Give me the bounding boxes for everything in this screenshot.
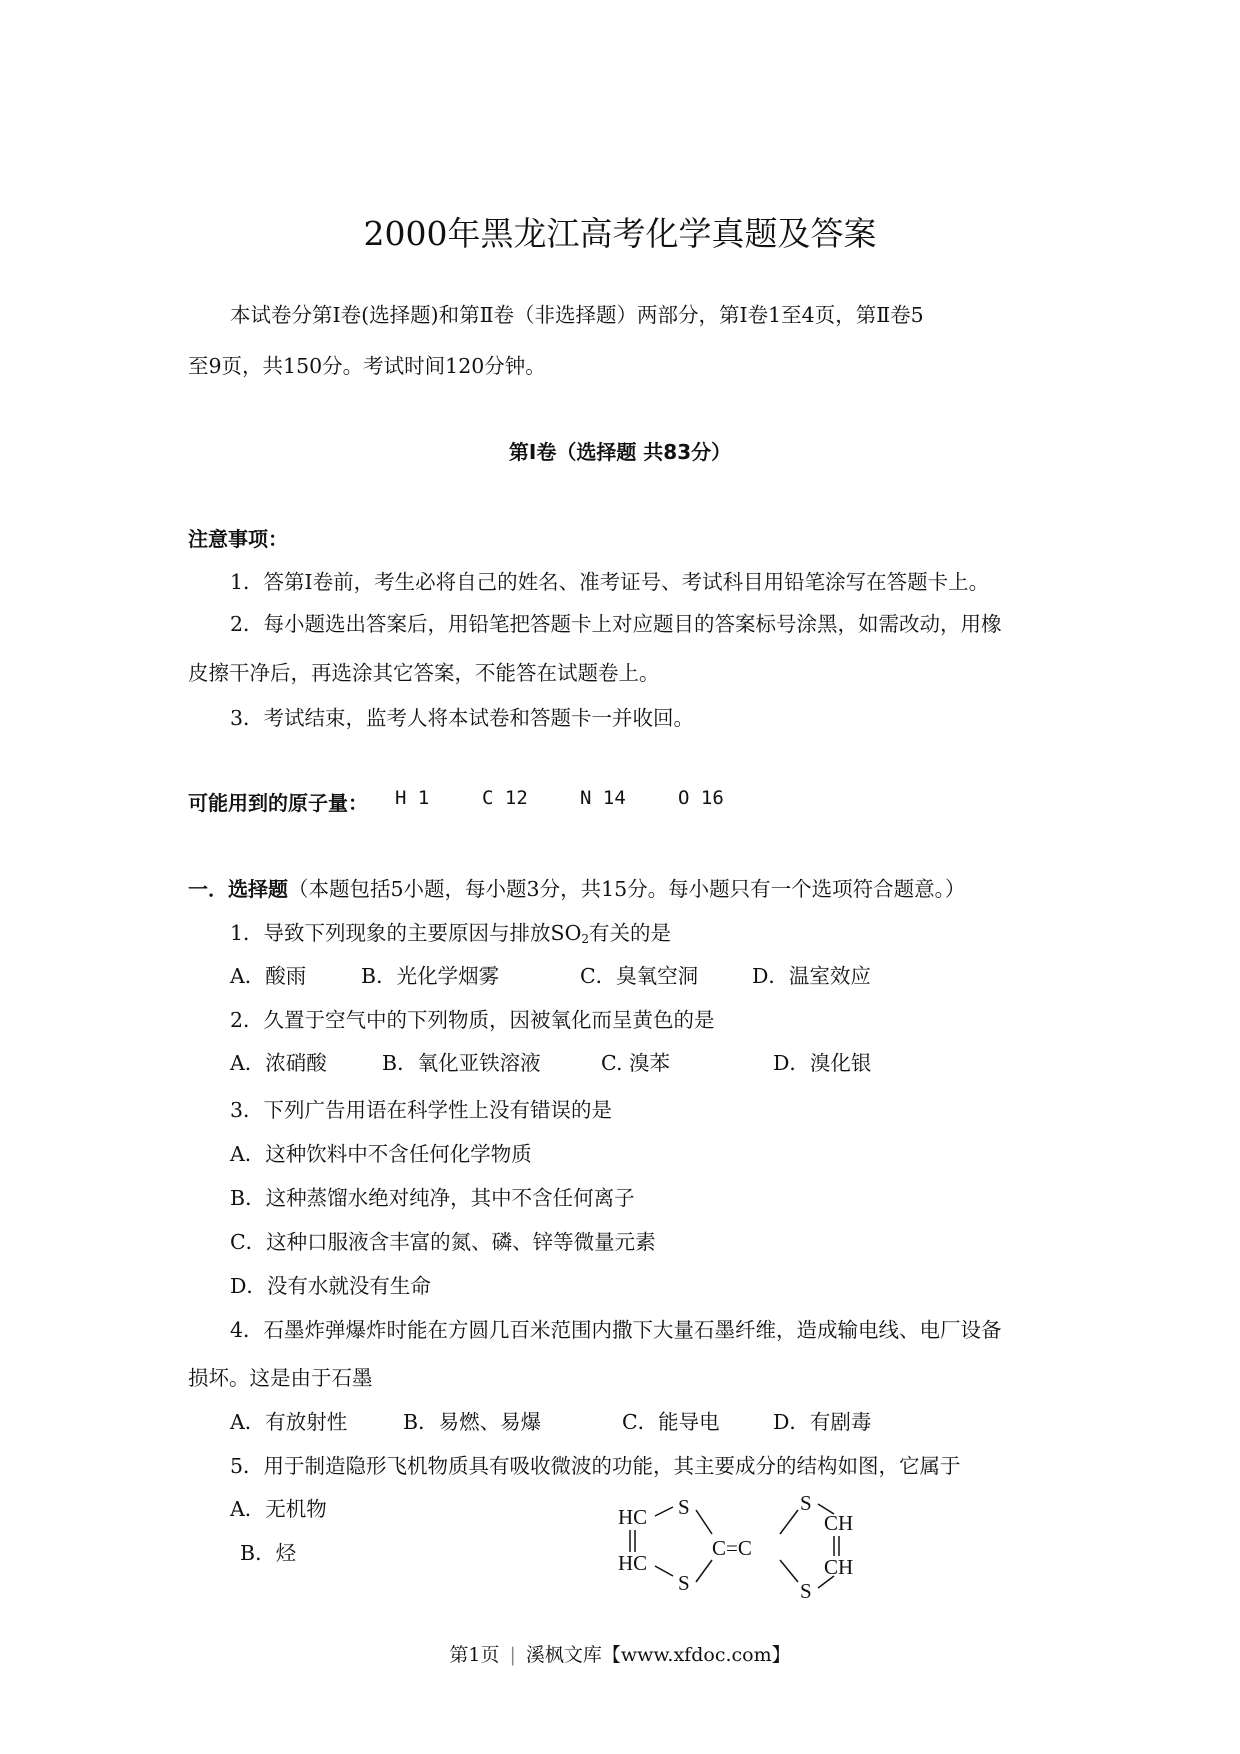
structure-c-double-c: C=C <box>712 1536 752 1560</box>
part-one-heading: 一．选择题 <box>188 877 288 901</box>
note-item-2-line-1: 2．每小题选出答案后，用铅笔把答题卡上对应题目的答案标号涂黑，如需改动，用橡 <box>230 612 1002 636</box>
structure-s-bottom-right: S <box>800 1579 812 1603</box>
atomic-mass-c: C 12 <box>482 787 528 809</box>
part-one-description: （本题包括5小题，每小题3分，共15分。每小题只有一个选项符合题意。） <box>288 877 966 901</box>
structure-bond-s-c-top-left <box>696 1510 712 1534</box>
structure-bond-c-s-bottom-right <box>780 1560 798 1582</box>
question-2-option-c: C. 溴苯 <box>601 1051 670 1075</box>
footer-separator: | <box>509 1644 516 1666</box>
question-3-option-c: C．这种口服液含丰富的氮、磷、锌等微量元素 <box>230 1230 656 1254</box>
question-2-option-a: A．浓硝酸 <box>230 1051 327 1075</box>
question-4-option-b: B．易燃、易爆 <box>403 1410 542 1434</box>
atomic-mass-n: N 14 <box>580 787 626 809</box>
intro-line-2: 至9页，共150分。考试时间120分钟。 <box>188 354 546 378</box>
question-3-option-a: A．这种饮料中不含任何化学物质 <box>230 1142 532 1166</box>
question-4-option-a: A．有放射性 <box>230 1410 348 1434</box>
question-4-option-c: C．能导电 <box>622 1410 720 1434</box>
structure-bond-hc-s-bottom <box>655 1566 673 1576</box>
structure-bond-hc-s-top <box>655 1507 673 1516</box>
structure-s-top-right: S <box>800 1491 812 1515</box>
question-3-option-b: B．这种蒸馏水绝对纯净，其中不含任何离子 <box>230 1186 635 1210</box>
footer-source: 溪枫文库【www.xfdoc.com】 <box>525 1644 791 1666</box>
question-5-option-b: B．烃 <box>240 1541 297 1565</box>
question-2-stem: 2．久置于空气中的下列物质，因被氧化而呈黄色的是 <box>230 1008 715 1032</box>
notes-heading: 注意事项： <box>188 527 288 551</box>
structure-hc-bottom: HC <box>618 1551 648 1575</box>
question-4-option-d: D．有剧毒 <box>773 1410 872 1434</box>
question-2-option-b: B．氧化亚铁溶液 <box>382 1051 541 1075</box>
question-5-stem: 5．用于制造隐形飞机物质具有吸收微波的功能，其主要成分的结构如图，它属于 <box>230 1454 961 1478</box>
question-3-option-d: D．没有水就没有生命 <box>230 1274 431 1298</box>
document-title: 2000年黑龙江高考化学真题及答案 <box>363 214 877 253</box>
question-1-stem: 1．导致下列现象的主要原因与排放$SO_2$有关的是 <box>230 921 672 946</box>
intro-line-1: 本试卷分第Ⅰ卷(选择题)和第Ⅱ卷（非选择题）两部分，第Ⅰ卷1至4页，第Ⅱ卷5 <box>230 303 924 327</box>
page-footer <box>0 1640 1240 1667</box>
part-one-header <box>188 872 965 902</box>
question-1-option-d: D．温室效应 <box>752 964 871 988</box>
atomic-mass-label: 可能用到的原子量： <box>188 791 368 815</box>
question-2-option-d: D．溴化银 <box>773 1051 872 1075</box>
structure-s-bottom-left: S <box>678 1571 690 1595</box>
note-item-1: 1．答第Ⅰ卷前，考生必将自己的姓名、准考证号、考试科目用铅笔涂写在答题卡上。 <box>230 570 990 594</box>
structure-ch-top: CH <box>824 1511 854 1535</box>
atomic-mass-o: O 16 <box>678 787 724 809</box>
question-3-stem: 3．下列广告用语在科学性上没有错误的是 <box>230 1098 613 1122</box>
atomic-mass-h: H 1 <box>395 787 430 809</box>
question-1-option-a: A．酸雨 <box>230 964 307 988</box>
question-5-option-a: A．无机物 <box>230 1497 327 1521</box>
question-4-stem-line-1: 4．石墨炸弹爆炸时能在方圆几百米范围内撒下大量石墨纤维，造成输电线、电厂设备 <box>230 1318 1002 1342</box>
molecular-structure-diagram <box>600 1490 900 1620</box>
note-item-2-line-2: 皮擦干净后，再选涂其它答案，不能答在试题卷上。 <box>188 661 660 685</box>
structure-bond-c-s-top-right <box>780 1510 798 1534</box>
question-4-stem-line-2: 损坏。这是由于石墨 <box>188 1366 373 1390</box>
structure-bond-s-c-bottom-left <box>696 1560 712 1582</box>
subscript-2: 2 <box>581 932 590 946</box>
question-1-option-c: C．臭氧空洞 <box>580 964 699 988</box>
footer-page-number: 第1页 <box>449 1644 500 1666</box>
question-1-option-b: B．光化学烟雾 <box>361 964 500 988</box>
note-item-3: 3．考试结束，监考人将本试卷和答题卡一并收回。 <box>230 706 695 730</box>
section-title: 第Ⅰ卷（选择题 共83分） <box>508 440 732 464</box>
structure-hc-top: HC <box>618 1505 648 1529</box>
structure-ch-bottom: CH <box>824 1555 854 1579</box>
structure-s-top-left: S <box>678 1495 690 1519</box>
